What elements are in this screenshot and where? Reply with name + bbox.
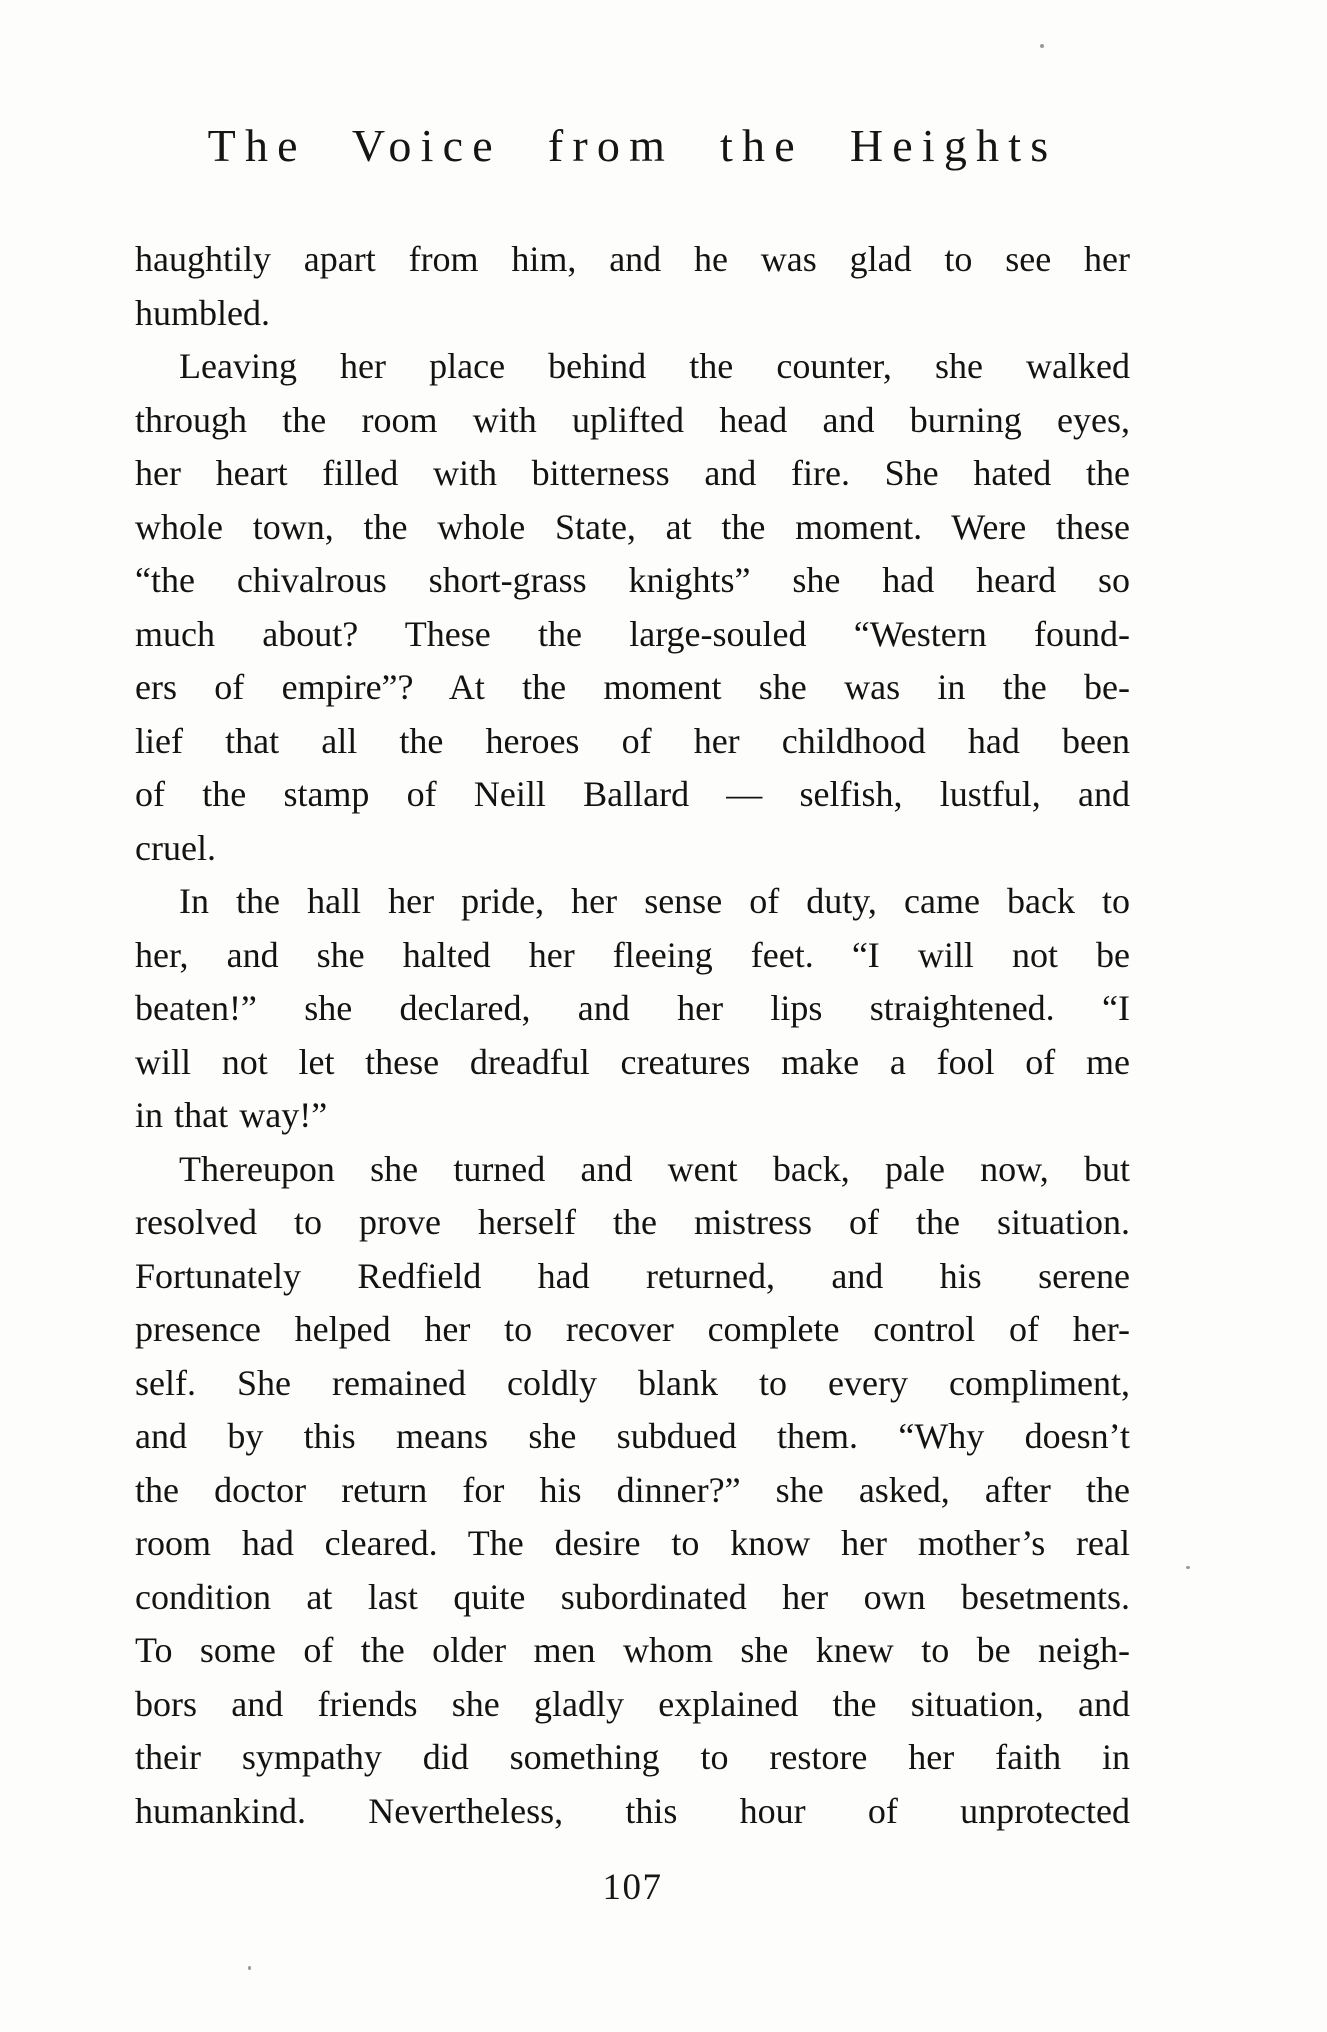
text-line: humankind. Nevertheless, this hour of unprotected (135, 1790, 1130, 1831)
text-line: and by this means she subdued them. “Why doesn’t (135, 1416, 1130, 1456)
scan-speck (1040, 44, 1044, 48)
text-line: of the stamp of Neill Ballard — selfish, lustful, and (135, 774, 1130, 814)
scan-speck (248, 1966, 251, 1970)
body-text (135, 233, 1130, 1838)
text-line: To some of the older men whom she knew to be neigh- (135, 1630, 1130, 1670)
page-header-title: The Voice from the Heights (207, 120, 1058, 171)
text-line: resolved to prove herself the mistress of the situation. (135, 1202, 1130, 1242)
text-line: through the room with uplifted head and burning eyes, (135, 399, 1130, 440)
text-line: ers of empire”? At the moment she was in the be- (135, 667, 1130, 707)
text-line: whole town, the whole State, at the moment. Were these (135, 506, 1130, 547)
text-line: her heart filled with bitterness and fire. She hated the (135, 453, 1130, 493)
text-line: their sympathy did something to restore her faith in (135, 1737, 1130, 1777)
text-line: self. She remained coldly blank to every compliment, (135, 1362, 1130, 1403)
text-line: haughtily apart from him, and he was glad to see her (135, 239, 1130, 279)
text-line: condition at last quite subordinated her own besetments. (135, 1576, 1130, 1617)
text-line: much about? These the large-souled “Western found- (135, 613, 1130, 654)
text-line: beaten!” she declared, and her lips straightened. “I (135, 988, 1130, 1028)
scan-speck (1186, 1566, 1190, 1569)
text-line: lief that all the heroes of her childhood had been (135, 720, 1130, 761)
text-line: in that way!” (135, 1095, 328, 1135)
text-line: presence helped her to recover complete control of her- (135, 1309, 1130, 1349)
text-line: Leaving her place behind the counter, she walked (179, 346, 1130, 386)
text-line: Fortunately Redfield had returned, and his serene (135, 1255, 1130, 1296)
page-number: 107 (602, 1867, 663, 1908)
text-line: humbled. (135, 292, 270, 333)
text-line: the doctor return for his dinner?” she asked, after the (135, 1469, 1130, 1510)
text-line: cruel. (135, 827, 216, 868)
text-line: her, and she halted her fleeing feet. “I will not be (135, 934, 1130, 975)
text-line: will not let these dreadful creatures make a fool of me (135, 1041, 1130, 1082)
text-line: Thereupon she turned and went back, pale now, but (179, 1148, 1130, 1189)
text-line: bors and friends she gladly explained the situation, and (135, 1683, 1130, 1724)
text-line: “the chivalrous short-grass knights” she had heard so (135, 560, 1130, 600)
text-line: room had cleared. The desire to know her mother’s real (135, 1523, 1130, 1563)
text-line: In the hall her pride, her sense of duty, came back to (179, 881, 1130, 921)
